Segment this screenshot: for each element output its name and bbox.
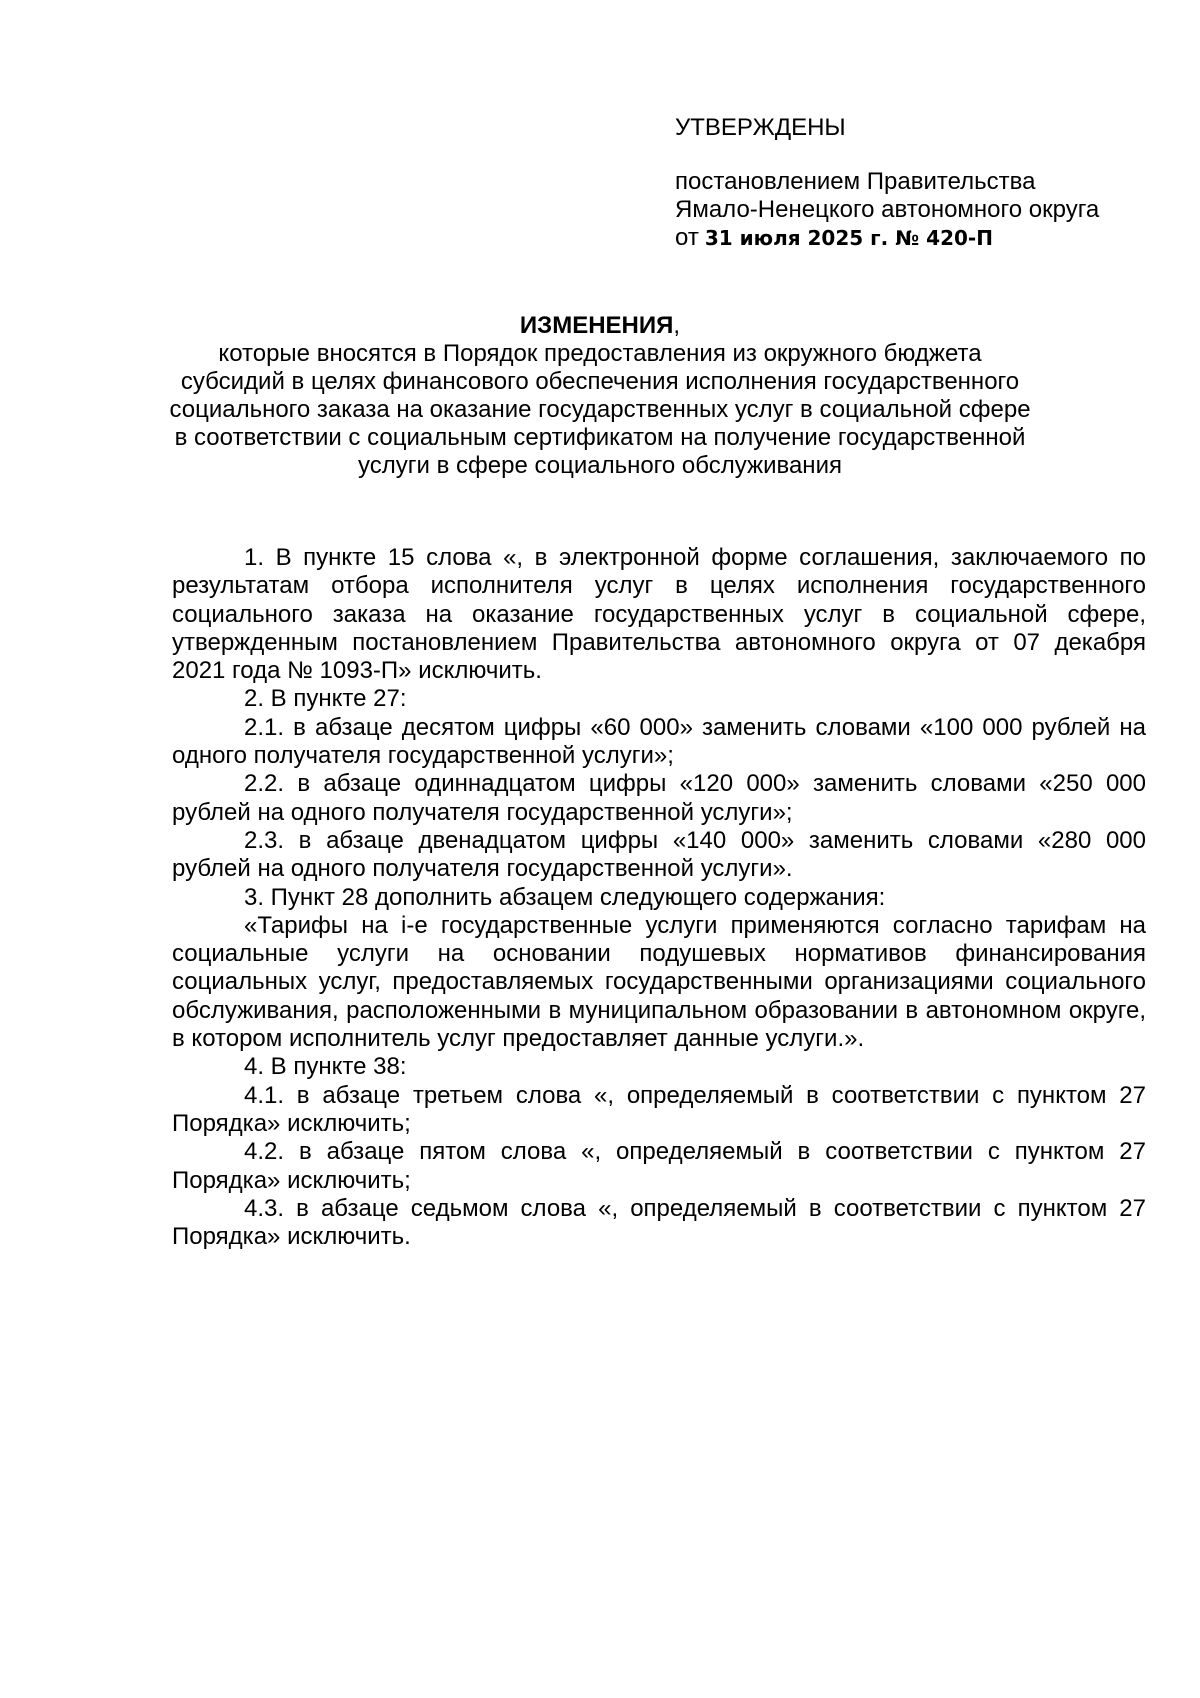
heading-subtitle-line: субсидий в целях финансового обеспечения исполнения государственного xyxy=(180,368,1020,395)
paragraph-item-2-2: 2.2. в абзаце одиннадцатом цифры «120 000» заменить словами «250 000 рублей на одного получателя государственной услуги»; xyxy=(172,770,1146,826)
heading-subtitle-line: которые вносятся в Порядок предоставления из окружного бюджета xyxy=(218,340,982,367)
heading-subtitle-line: услуги в сфере социального обслуживания xyxy=(358,452,842,479)
approval-date-line xyxy=(675,224,1155,252)
heading-subtitle-line: в соответствии с социальным сертификатом на получение государственной xyxy=(174,424,1026,451)
paragraph-item-4: 4. В пункте 38: xyxy=(244,1053,407,1081)
approved-label: УТВЕРЖДЕНЫ xyxy=(675,114,846,141)
paragraph-item-2: 2. В пункте 27: xyxy=(244,685,407,713)
heading-subtitle-line: социального заказа на оказание государственных услуг в социальной сфере xyxy=(169,396,1031,423)
approval-line-2: Ямало-Ненецкого автономного округа xyxy=(675,196,1100,223)
heading-title: ИЗМЕНЕНИЯ xyxy=(519,312,674,339)
heading-title-row xyxy=(0,312,1200,340)
date-prefix: от xyxy=(675,224,699,251)
approval-date-number: 31 июля 2025 г. № 420-П xyxy=(704,226,993,250)
paragraph-item-1: 1. В пункте 15 слова «, в электронной форме соглашения, заключаемого по результатам отбора исполнителя услуг в целях исполнения государственного социального заказа на оказание государственных услуг в социальной сфере, утвержденным постановлением Правительства автономного округа от 07 декабря 2021 года № 1093-П» исключить. xyxy=(172,544,1146,685)
approval-line-1: постановлением Правительства xyxy=(675,168,1036,195)
paragraph-quote: «Тарифы на i-е государственные услуги применяются согласно тарифам на социальные услуги на основании подушевых нормативов финансирования социальных услуг, предоставляемых государственными организациями социального обслуживания, расположенными в муниципальном образовании в автономном округе, в котором исполнитель услуг предоставляет данные услуги.». xyxy=(172,911,1146,1053)
approval-block xyxy=(675,114,1155,252)
paragraph-item-2-3: 2.3. в абзаце двенадцатом цифры «140 000» заменить словами «280 000 рублей на одного получателя государственной услуги». xyxy=(172,826,1146,883)
paragraph-item-4-3: 4.3. в абзаце седьмом слова «, определяемый в соответствии с пунктом 27 Порядка» исключить. xyxy=(172,1194,1146,1251)
document-heading xyxy=(0,312,1200,480)
paragraph-item-3: 3. Пункт 28 дополнить абзацем следующего содержания: xyxy=(244,883,886,911)
paragraph-item-4-1: 4.1. в абзаце третьем слова «, определяемый в соответствии с пунктом 27 Порядка» исключить; xyxy=(172,1081,1146,1137)
heading-title-suffix: , xyxy=(673,312,681,339)
paragraph-item-4-2: 4.2. в абзаце пятом слова «, определяемый в соответствии с пунктом 27 Порядка» исключить; xyxy=(172,1138,1146,1194)
document-body xyxy=(172,544,1146,1251)
paragraph-item-2-1: 2.1. в абзаце десятом цифры «60 000» заменить словами «100 000 рублей на одного получателя государственной услуги»; xyxy=(172,713,1146,770)
